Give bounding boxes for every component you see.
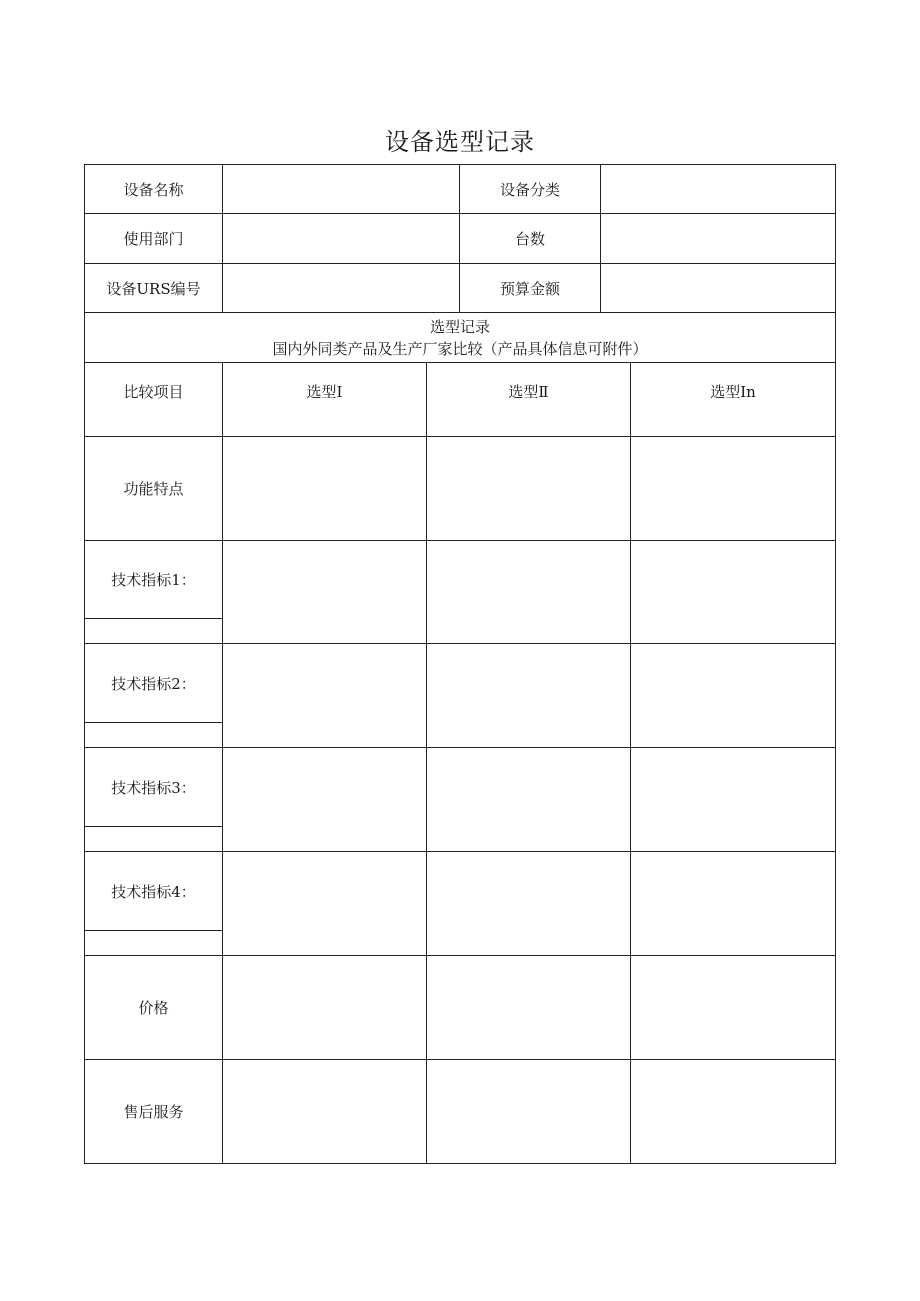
input-device-name[interactable] bbox=[223, 165, 459, 213]
label-spec-2: 技术指标2： bbox=[111, 674, 196, 693]
spec-sub-divider bbox=[84, 930, 222, 931]
label-features: 功能特点 bbox=[123, 480, 184, 498]
label-department: 使用部门 bbox=[123, 230, 184, 248]
col-divider bbox=[222, 362, 223, 1163]
header-compare-item: 比较项目 bbox=[123, 383, 184, 401]
label-after-sales: 售后服务 bbox=[123, 1103, 184, 1121]
input-department[interactable] bbox=[223, 214, 459, 263]
spec-sub-divider bbox=[84, 618, 222, 619]
col-divider bbox=[630, 362, 631, 1163]
label-budget: 预算金额 bbox=[499, 279, 560, 298]
label-price: 价格 bbox=[138, 999, 169, 1017]
label-device-category: 设备分类 bbox=[499, 180, 560, 199]
header-option-3: 选型In bbox=[710, 383, 756, 401]
col-divider bbox=[426, 362, 427, 1163]
label-spec-1: 技术指标1： bbox=[111, 571, 196, 589]
input-budget[interactable] bbox=[601, 264, 835, 312]
page-title: 设备选型记录 bbox=[385, 128, 535, 156]
table-border-bottom bbox=[84, 1163, 836, 1164]
label-urs-number: 设备URS编号 bbox=[106, 279, 201, 298]
label-device-name: 设备名称 bbox=[123, 180, 184, 199]
label-spec-4: 技术指标4： bbox=[111, 882, 196, 901]
section-header bbox=[85, 313, 835, 362]
label-spec-3: 技术指标3： bbox=[111, 778, 196, 797]
input-urs-number[interactable] bbox=[223, 264, 459, 312]
section-heading: 选型记录 bbox=[429, 317, 490, 336]
section-subheading: 国内外同类产品及生产厂家比较（产品具体信息可附件） bbox=[272, 339, 648, 358]
spec-sub-divider bbox=[84, 722, 222, 723]
header-option-1: 选型Ⅰ bbox=[306, 383, 343, 401]
input-device-category[interactable] bbox=[601, 165, 835, 213]
spec-sub-divider bbox=[84, 826, 222, 827]
label-quantity: 台数 bbox=[514, 230, 545, 248]
header-option-2: 选型Ⅱ bbox=[508, 383, 549, 401]
input-quantity[interactable] bbox=[601, 214, 835, 263]
table-border-right bbox=[835, 164, 836, 1164]
